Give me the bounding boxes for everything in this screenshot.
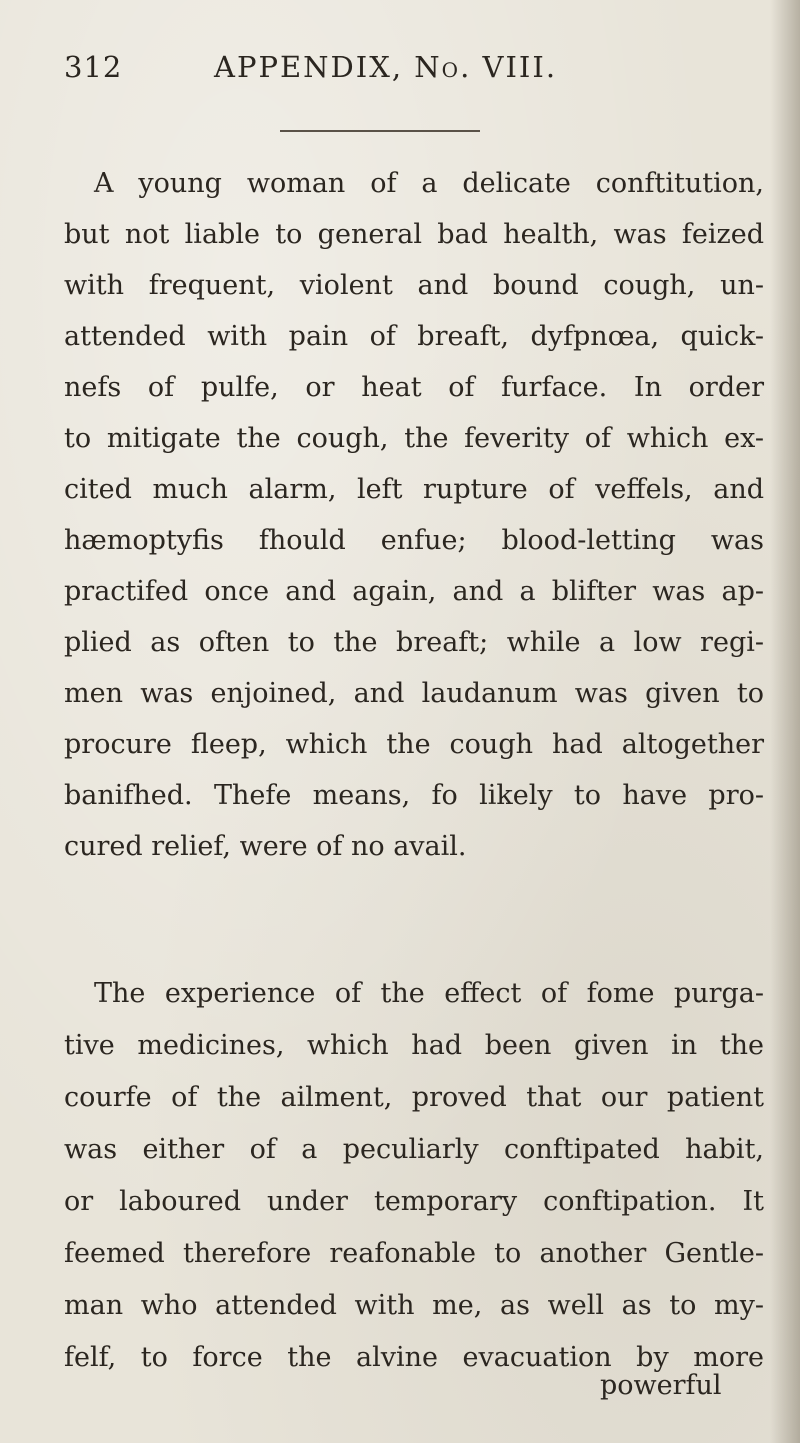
page-header <box>64 50 764 92</box>
text-line: hæmoptyfis fhould enfue; blood-letting was <box>64 525 764 556</box>
paragraph-2 <box>64 968 764 1384</box>
text-line: was either of a peculiarly conftipated habit, <box>64 1134 764 1165</box>
header-rule <box>280 130 480 132</box>
paragraph-1 <box>64 158 764 872</box>
page-number: 312 <box>64 50 123 84</box>
text-line: nefs of pulfe, or heat of furface. In order <box>64 372 764 403</box>
text-line: with frequent, violent and bound cough, un- <box>64 270 764 301</box>
text-line: feemed therefore reafonable to another Gentle- <box>64 1238 764 1269</box>
text-line: cured relief, were of no avail. <box>64 831 467 862</box>
text-line: The experience of the effect of fome purga- <box>94 978 764 1009</box>
text-line: or laboured under temporary conftipation. It <box>64 1186 764 1217</box>
text-line: courfe of the ailment, proved that our patient <box>64 1082 764 1113</box>
text-line: plied as often to the breaft; while a low regi- <box>64 627 764 658</box>
text-line: man who attended with me, as well as to my- <box>64 1290 764 1321</box>
text-line: cited much alarm, left rupture of veffels, and <box>64 474 764 505</box>
text-line: tive medicines, which had been given in the <box>64 1030 764 1061</box>
running-head: APPENDIX, No. VIII. <box>214 50 558 84</box>
text-line: felf, to force the alvine evacuation by more <box>64 1342 764 1373</box>
page-edge-shadow <box>770 0 800 1443</box>
text-line: to mitigate the cough, the feverity of which ex- <box>64 423 764 454</box>
text-line: attended with pain of breaft, dyfpnœa, quick- <box>64 321 764 352</box>
text-line: men was enjoined, and laudanum was given to <box>64 678 764 709</box>
text-line: banifhed. Thefe means, fo likely to have pro- <box>64 780 764 811</box>
text-line: practifed once and again, and a blifter was ap- <box>64 576 764 607</box>
text-line: procure fleep, which the cough had altogether <box>64 729 764 760</box>
text-line: A young woman of a delicate conftitution, <box>94 168 764 199</box>
text-line: but not liable to general bad health, was feized <box>64 219 764 250</box>
catchword: powerful <box>600 1370 722 1401</box>
